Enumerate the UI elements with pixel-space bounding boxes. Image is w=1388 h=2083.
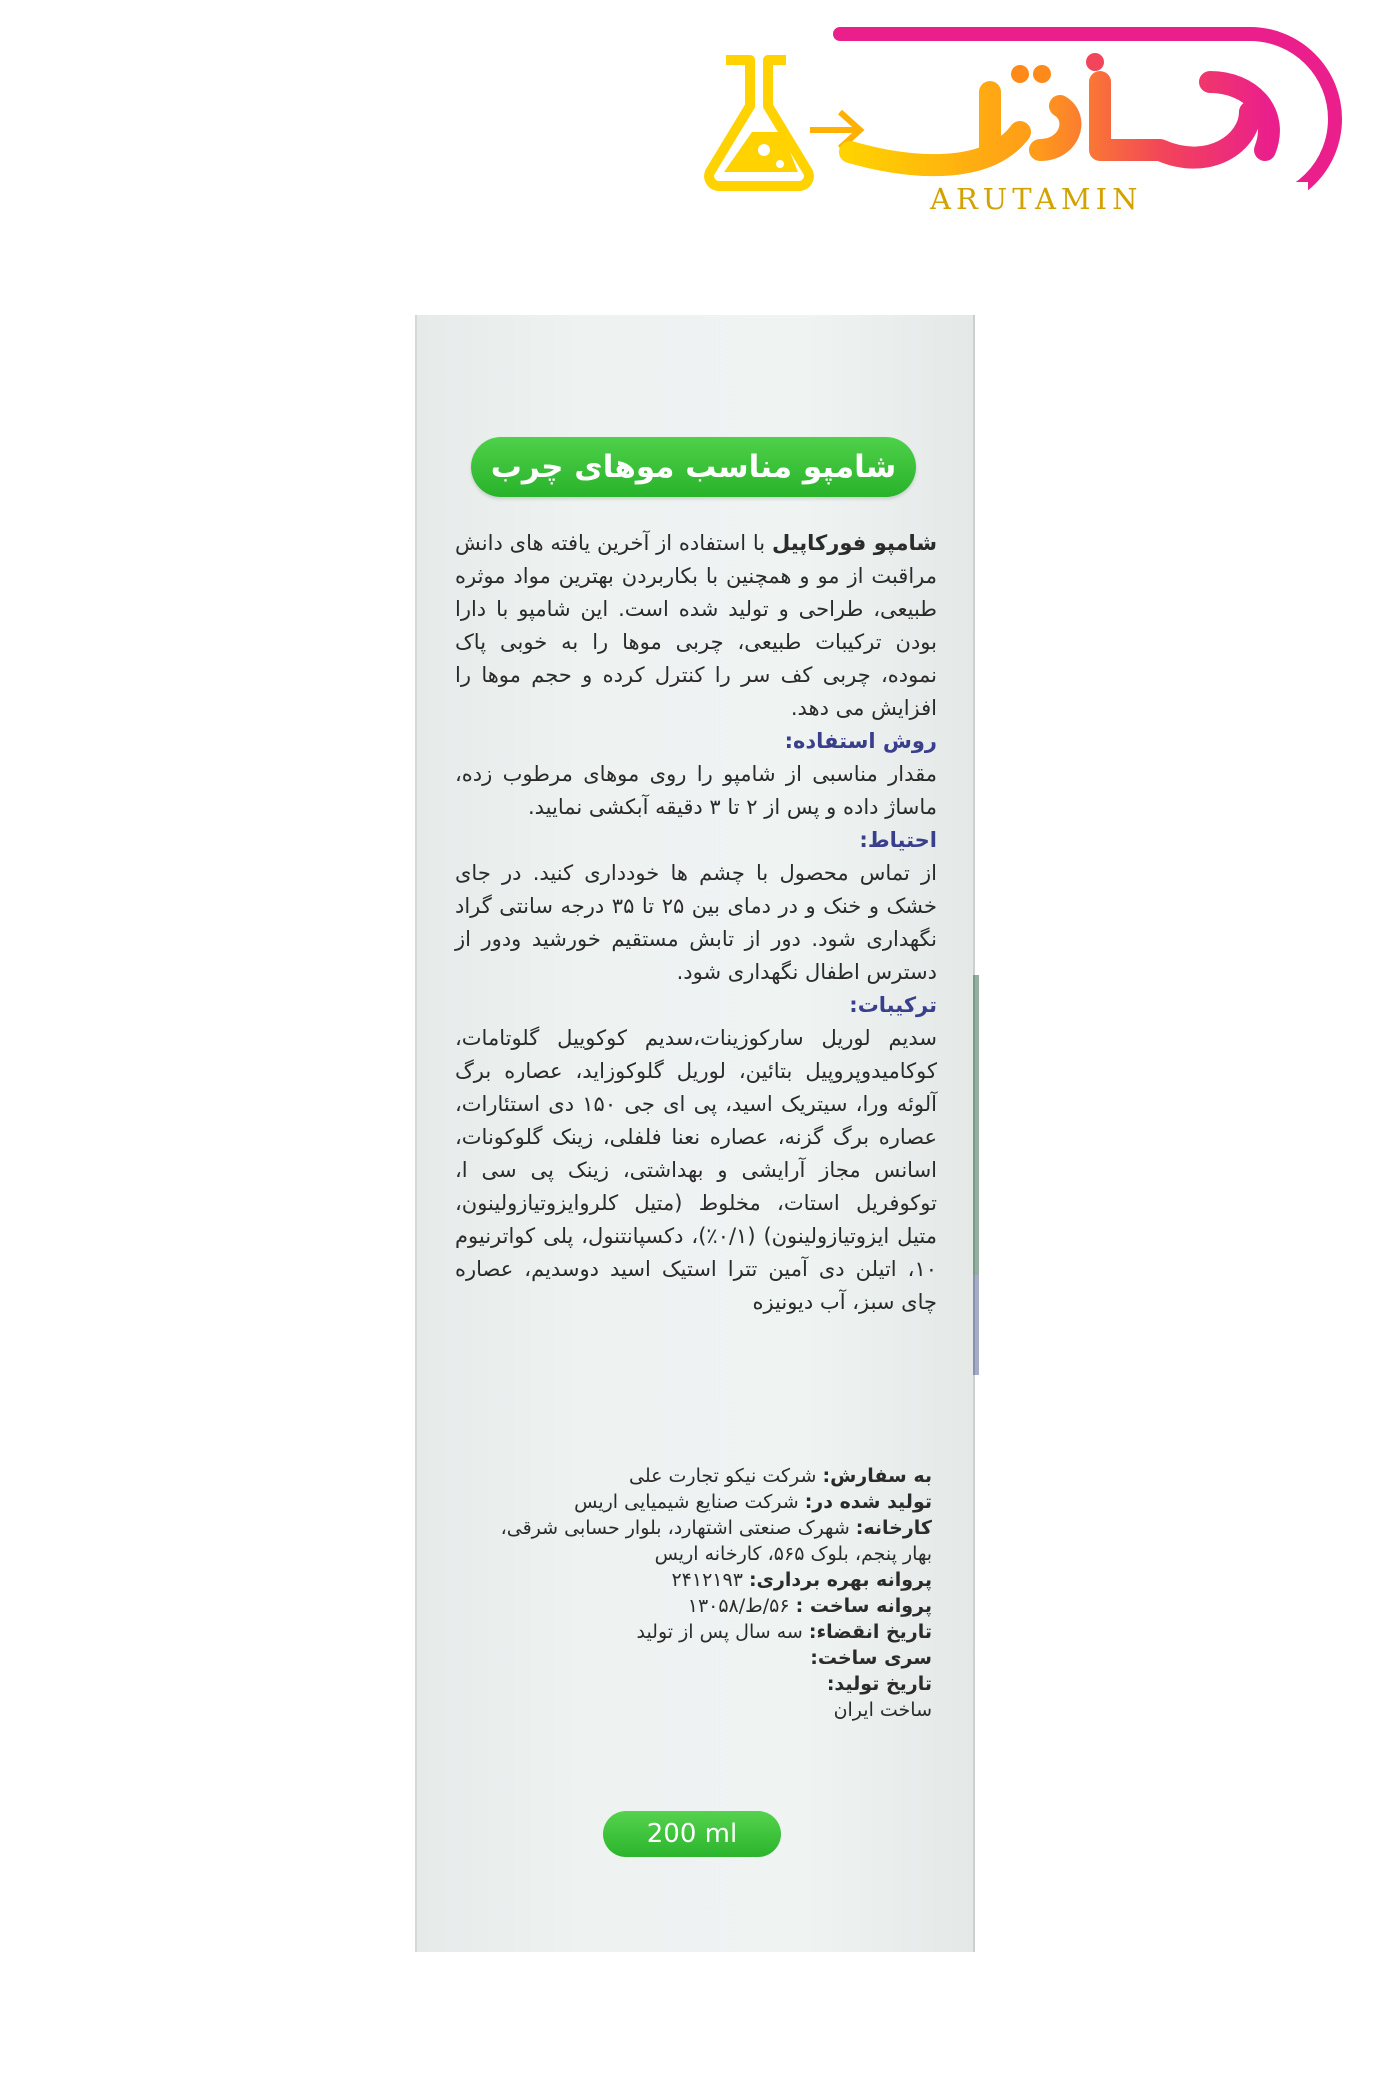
darutamin-logo	[690, 22, 1350, 222]
producer-line: تولید شده در: شرکت صنایع شیمیایی اریس	[574, 1491, 932, 1513]
license-line: پروانه بهره برداری: ۲۴۱۲۱۹۳	[671, 1569, 932, 1591]
batch-line: سری ساخت:	[810, 1647, 932, 1669]
caution-text: از تماس محصول با چشم ها خودداری کنید. در جای خشک و خنک و در دمای بین ۲۵ تا ۳۵ درجه سانتی گراد نگهداری شود. دور از تابش مستقیم خورشید ودور از دسترس اطفال نگهداری شود.	[455, 861, 938, 984]
box-edge-shadow-blue	[973, 1275, 979, 1375]
description-text: با استفاده از آخرین یافته های دانش مراقبت از مو و همچنین با بکاربردن بهترین مواد موثره طبیعی، طراحی و تولید شده است. این شامپو با دارا بودن ترکیبات طبیعی، چربی موها را به خوبی پاک نموده، چربی کف سر را کنترل کرده و حجم موها را افزایش می دهد.	[455, 531, 937, 720]
order-line: به سفارش: شرکت نیکو تجارت علی	[629, 1465, 932, 1487]
manufacturer-info	[477, 1463, 932, 1723]
flask-icon	[709, 60, 860, 186]
volume-badge: 200 ml	[603, 1811, 781, 1857]
product-title-pill: شامپو مناسب موهای چرب	[471, 437, 916, 497]
brand-name: شامپو فورکاپیل	[771, 531, 937, 555]
made-in-line: ساخت ایران	[833, 1699, 932, 1721]
usage-text: مقدار مناسبی از شامپو را روی موهای مرطوب زده، ماساژ داده و پس از ۲ تا ۳ دقیقه آبکشی نمایید.	[455, 762, 937, 819]
description-paragraph	[455, 527, 937, 725]
expiry-line: تاریخ انقضاء: سه سال پس از تولید	[636, 1621, 932, 1643]
product-box-side	[415, 315, 975, 1952]
ingredients-title: ترکیبات:	[849, 993, 937, 1017]
ingredients-text: سدیم لوریل سارکوزینات،سدیم کوکوییل گلوتامات، کوکامیدوپروپیل بتائین، لوریل گلوکوزاید، عصاره برگ آلوئه ورا، سیتریک اسید، پی ای جی ۱۵۰ دی استئارات، عصاره برگ گزنه، عصاره نعنا فلفلی، زینک گلوکونات، اسانس مجاز آرایشی و بهداشتی، زینک پی سی ا، توکوفریل استات، مخلوط (متیل کلروایزوتیازولینون، متیل ایزوتیازولینون) (۰/۱٪)، دکسپانتنول، پلی کواترنیوم ۱۰، اتیلن دی آمین تترا استیک اسید دوسدیم، عصاره چای سبز، آب دیونیزه	[455, 1026, 937, 1314]
usage-title: روش استفاده:	[784, 729, 937, 753]
box-edge-shadow	[973, 975, 979, 1275]
logo-latin-text: ARUTAMIN	[922, 182, 1308, 216]
manufacture-license-line: پروانه ساخت : ۵۶/ط/۱۳۰۵۸	[687, 1595, 932, 1617]
production-date-line: تاریخ تولید:	[826, 1673, 932, 1695]
product-description-block	[455, 527, 937, 1319]
caution-title: احتیاط:	[859, 828, 937, 852]
factory-line: کارخانه: شهرک صنعتی اشتهارد، بلوار حسابی شرقی، بهار پنجم، بلوک ۵۶۵، کارخانه اریس	[500, 1517, 932, 1565]
